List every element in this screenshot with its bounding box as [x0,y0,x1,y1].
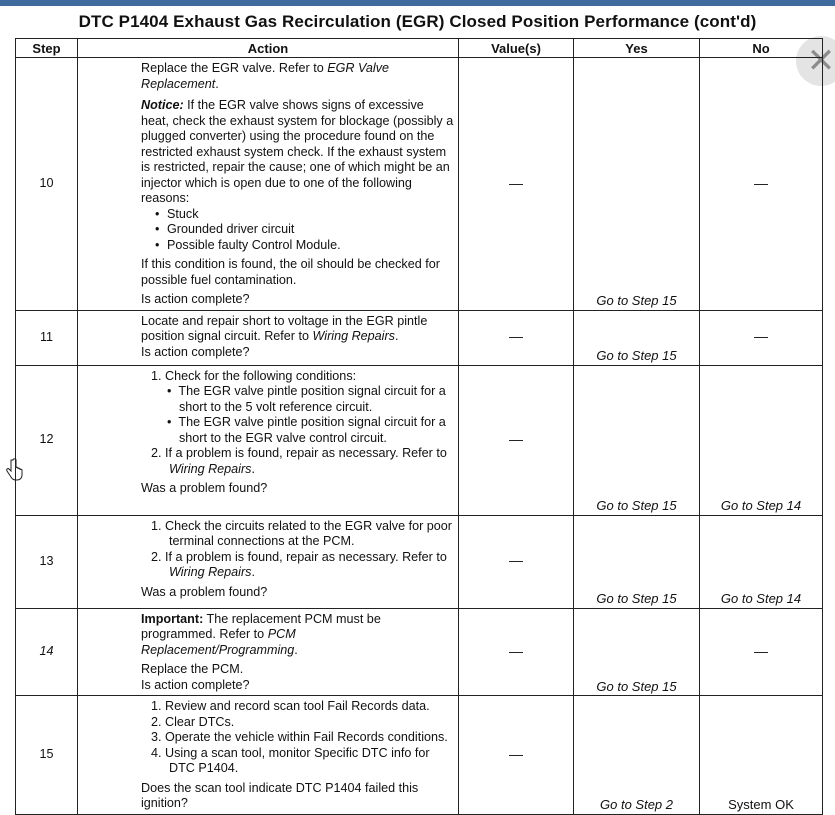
action-cell: 1. Check for the following conditions: • The EGR valve pintle position signal circuit for a short to the 5 volt reference circuit. • The EGR valve pintle position signal circuit for a short to the EGR valve control circuit. 2. If a problem is found, repair as necessary. Refer to Wiring Repairs. Was a problem found? [78,365,459,515]
action-cell: Important: The replacement PCM must be programmed. Refer to PCM Replacement/Programming. Replace the PCM. Is action complete? [78,608,459,696]
values-cell: — [459,310,574,365]
step-number: 14 [16,608,78,696]
question: Was a problem found? [141,584,268,599]
close-icon: ✕ [806,41,835,81]
yes-cell [574,608,700,696]
system-ok-text: System OK [728,797,794,812]
header-action: Action [78,39,459,58]
table-row [16,58,823,311]
no-cell: — [700,608,823,696]
no-cell: — [700,58,823,311]
table-row [16,310,823,365]
table-row [16,608,823,696]
question: Does the scan tool indicate DTC P1404 failed this ignition? [141,780,419,810]
link-wiring-repairs[interactable]: Wiring Repairs [169,565,252,579]
no-cell [700,365,823,515]
step-number: 10 [16,58,78,311]
values-cell: — [459,696,574,815]
table-row [16,696,823,815]
action-cell: 1. Review and record scan tool Fail Records data. 2. Clear DTCs. 3. Operate the vehicle within Fail Records conditions. 4. Using a scan tool, monitor Specific DTC info for DTC P1404. Does the scan tool indicate DTC P1404 failed this ignition? [78,696,459,815]
dtc-table [15,38,823,815]
values-cell: — [459,58,574,311]
yes-cell [574,310,700,365]
link-go-to-step[interactable]: Go to Step 2 [600,797,673,812]
header-values: Value(s) [459,39,574,58]
values-cell: — [459,608,574,696]
link-wiring-repairs[interactable]: Wiring Repairs [312,329,395,343]
table-row [16,365,823,515]
link-go-to-step[interactable]: Go to Step 15 [596,678,677,694]
step-number: 13 [16,515,78,608]
important-label: Important: [141,611,204,626]
action-cell: Replace the EGR valve. Refer to EGR Valve Replacement. Notice: If the EGR valve shows signs of excessive heat, check the exhaust system for blockage (possibly a plugged converter) using the procedure found on the restricted exhaust system check. If the exhaust system is restricted, repair the cause; one of which might be an injector which is open due to one of the following reasons: • Stuck • Grounded driver circuit • Possible faulty Control Module. If this condition is found, the oil should be checked for possible fuel contamination. Is action complete? [78,58,459,311]
link-go-to-step[interactable]: Go to Step 14 [720,498,802,513]
question: Was a problem found? [141,481,268,495]
action-cell: 1. Check the circuits related to the EGR valve for poor terminal connections at the PCM. 2. If a problem is found, repair as necessary. Refer to Wiring Repairs. Was a problem found? [78,515,459,608]
action-cell: Locate and repair short to voltage in the EGR pintle position signal circuit. Refer to Wiring Repairs. Is action complete? [78,310,459,365]
yes-cell [574,58,700,311]
link-go-to-step[interactable]: Go to Step 15 [596,293,677,308]
step-number: 11 [16,310,78,365]
step-number: 12 [16,365,78,515]
no-cell: — [700,310,823,365]
yes-cell [574,365,700,515]
yes-cell [574,515,700,608]
notice-label: Notice: [141,98,184,112]
link-pcm-replacement[interactable]: PCM Replacement/Programming [141,627,296,657]
link-go-to-step[interactable]: Go to Step 14 [720,591,802,606]
link-go-to-step[interactable]: Go to Step 15 [596,498,677,513]
header-yes: Yes [574,39,700,58]
header-no: No [700,39,823,58]
link-wiring-repairs[interactable]: Wiring Repairs [169,461,252,476]
no-cell [700,515,823,608]
table-header [16,39,823,58]
link-egr-valve-replacement[interactable]: EGR Valve Replacement [141,61,390,91]
header-step: Step [16,39,78,58]
question: Is action complete? [141,292,250,306]
question: Is action complete? [141,677,250,692]
question: Is action complete? [141,344,250,359]
top-bar [0,0,835,6]
no-cell [700,696,823,815]
link-go-to-step[interactable]: Go to Step 15 [596,348,677,363]
values-cell: — [459,515,574,608]
page-title: DTC P1404 Exhaust Gas Recirculation (EGR) Closed Position Performance (cont'd) [78,12,757,31]
link-go-to-step[interactable]: Go to Step 15 [596,591,677,606]
step-number: 15 [16,696,78,815]
yes-cell [574,696,700,815]
values-cell: — [459,365,574,515]
table-row [16,515,823,608]
